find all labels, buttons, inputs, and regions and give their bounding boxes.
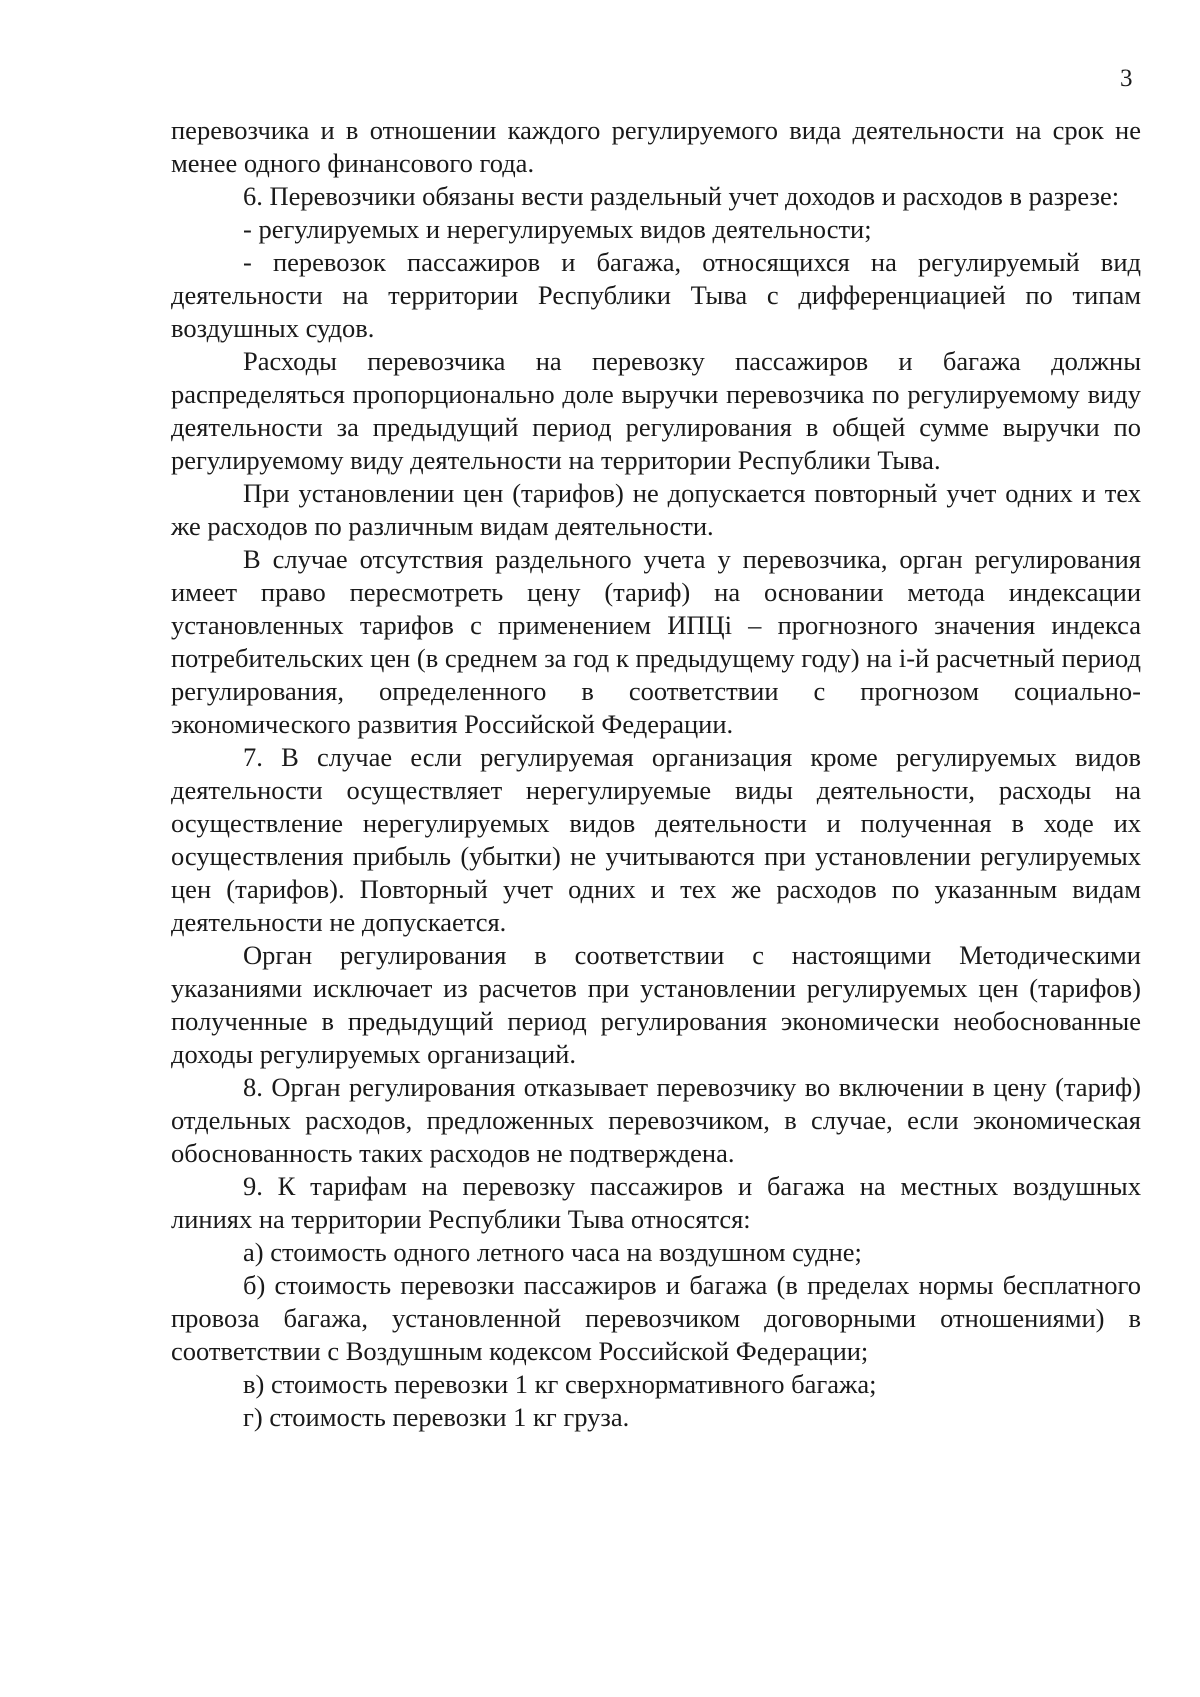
page-number: 3 [1120, 65, 1133, 92]
paragraph-no-separate-accounting: В случае отсутствия раздельного учета у перевозчика, орган регулирования имеет право пересмотреть цену (тариф) на основании метода индексации установленных тарифов с применением ИПЦі – прогнозного значения индекса потребительских цен (в среднем за год к предыдущему году) на і-й расчетный период регулирования, определенного в соответствии с прогнозом социально-экономического развития Российской Федерации. [171, 544, 1141, 739]
paragraph-no-double-count: При установлении цен (тарифов) не допускается повторный учет одних и тех же расходов по различным видам деятельности. [171, 478, 1141, 541]
paragraph-item-8: 8. Орган регулирования отказывает перевозчику во включении в цену (тариф) отдельных расходов, предложенных перевозчиком, в случае, если экономическая обоснованность таких расходов не подтверждена. [171, 1072, 1141, 1168]
paragraph-subitem-b: б) стоимость перевозки пассажиров и багажа (в пределах нормы бесплатного провоза багажа, установленной перевозчиком договорными отношениями) в соответствии с Воздушным кодексом Российской Федерации; [171, 1270, 1141, 1366]
document-body [171, 114, 1141, 1434]
paragraph-expenses-distribution: Расходы перевозчика на перевозку пассажиров и багажа должны распределяться пропорционально доле выручки перевозчика по регулируемому виду деятельности за предыдущий период регулирования в общей сумме выручки по регулируемому виду деятельности на территории Республики Тыва. [171, 346, 1141, 475]
paragraph-subitem-g: г) стоимость перевозки 1 кг груза. [243, 1402, 630, 1432]
paragraph-dash-regulated: - регулируемых и нерегулируемых видов деятельности; [243, 214, 872, 244]
paragraph-subitem-a: а) стоимость одного летного часа на воздушном судне; [243, 1237, 862, 1267]
paragraph-subitem-v: в) стоимость перевозки 1 кг сверхнормативного багажа; [243, 1369, 877, 1399]
paragraph-item-9: 9. К тарифам на перевозку пассажиров и багажа на местных воздушных линиях на территории Республики Тыва относятся: [171, 1171, 1141, 1234]
paragraph-continuation: перевозчика и в отношении каждого регулируемого вида деятельности на срок не менее одного финансового года. [171, 115, 1141, 178]
paragraph-item-7: 7. В случае если регулируемая организация кроме регулируемых видов деятельности осуществляет нерегулируемые виды деятельности, расходы на осуществление нерегулируемых видов деятельности и полученная в ходе их осуществления прибыль (убытки) не учитываются при установлении регулируемых цен (тарифов). Повторный учет одних и тех же расходов по указанным видам деятельности не допускается. [171, 742, 1141, 937]
paragraph-dash-transport: - перевозок пассажиров и багажа, относящихся на регулируемый вид деятельности на территории Республики Тыва с дифференциацией по типам воздушных судов. [171, 247, 1141, 343]
paragraph-item-6: 6. Перевозчики обязаны вести раздельный учет доходов и расходов в разрезе: [243, 181, 1120, 211]
paragraph-unjustified-income: Орган регулирования в соответствии с настоящими Методическими указаниями исключает из расчетов при установлении регулируемых цен (тарифов) полученные в предыдущий период регулирования экономически необоснованные доходы регулируемых организаций. [171, 940, 1141, 1069]
